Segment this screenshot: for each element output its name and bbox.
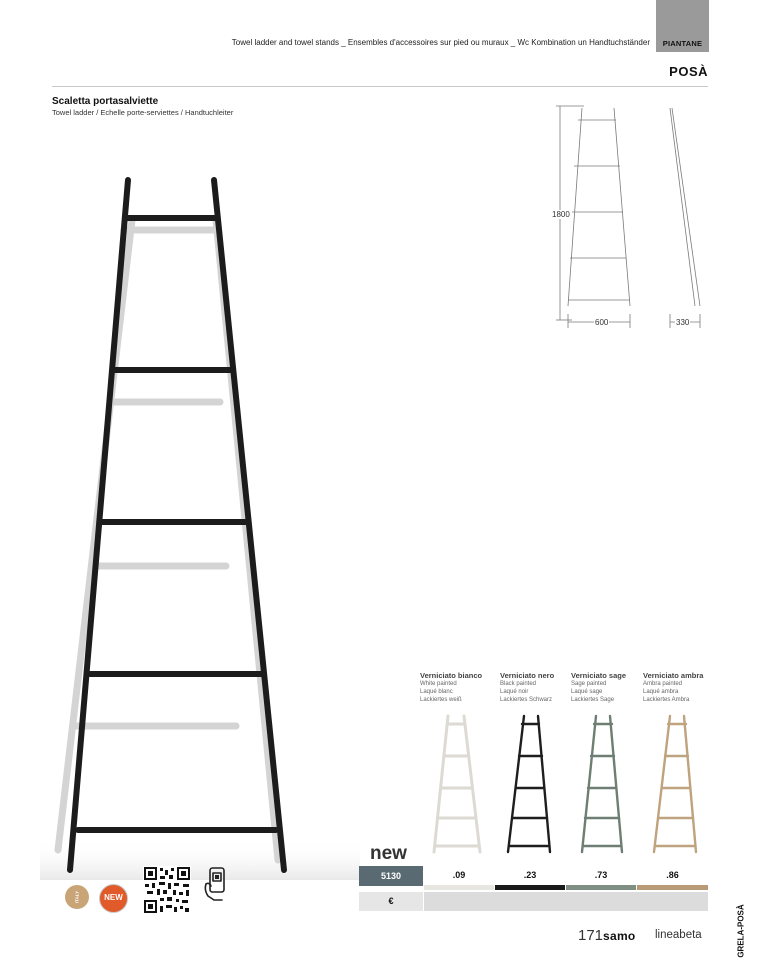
product-subtitle: Towel ladder / Echelle porte-serviettes / Handtuchleiter	[52, 108, 234, 117]
brand-line: lineabeta	[655, 929, 702, 941]
page-number: 171	[578, 927, 604, 944]
product-title: Scaletta portasalviette	[52, 96, 159, 107]
finish-caption-sage: Verniciato sage Sage painted Laqué sage Lackiertes Sage	[571, 671, 627, 703]
section-tag-label: PIANTANE	[662, 39, 703, 48]
width-dimension: 600	[595, 318, 609, 327]
italy-badge: ITALY	[65, 885, 89, 909]
ladder-white-thumb	[434, 716, 480, 852]
side-collection-label: GRELA-POSÀ	[736, 904, 746, 958]
new-badge: NEW	[99, 884, 128, 913]
height-dimension: 1800	[552, 210, 570, 219]
finish-thumbnails	[426, 712, 708, 858]
swatch-white	[424, 885, 494, 890]
technical-drawing	[548, 100, 718, 340]
qr-code-icon[interactable]	[143, 866, 191, 914]
ladder-sage-thumb	[582, 716, 622, 852]
currency-cell: €	[359, 892, 423, 911]
header-divider	[52, 86, 708, 87]
ladder-black-thumb	[508, 716, 550, 852]
price-bar	[424, 892, 708, 911]
article-code: 5130	[359, 866, 423, 886]
collection-title: POSÀ	[669, 64, 708, 79]
swatch-amber	[637, 885, 708, 890]
variant-code-amber: .86	[637, 866, 708, 886]
brand-logo: samo	[603, 929, 636, 943]
ladder-amber-thumb	[654, 716, 696, 852]
swatch-black	[495, 885, 565, 890]
smartphone-scan-icon	[202, 866, 232, 902]
new-label: new	[370, 843, 407, 864]
finish-caption-white: Verniciato bianco White painted Laqué blanc Lackiertes weiß	[420, 671, 483, 703]
breadcrumb: Towel ladder and towel stands _ Ensembles d'accessoires sur pied ou muraux _ Wc Kombination un Handtuchständer	[231, 38, 650, 47]
section-tag	[656, 0, 709, 52]
variant-code-black: .23	[495, 866, 565, 886]
variant-code-white: .09	[424, 866, 494, 886]
product-photo	[40, 170, 360, 890]
variant-code-sage: .73	[566, 866, 636, 886]
swatch-sage	[566, 885, 636, 890]
finish-caption-black: Verniciato nero Black painted Laqué noir Lackiertes Schwarz	[500, 671, 555, 703]
finish-caption-amber: Verniciato ambra Ambra painted Laqué ambra Lackiertes Ambra	[643, 671, 704, 703]
depth-dimension: 330	[676, 318, 690, 327]
